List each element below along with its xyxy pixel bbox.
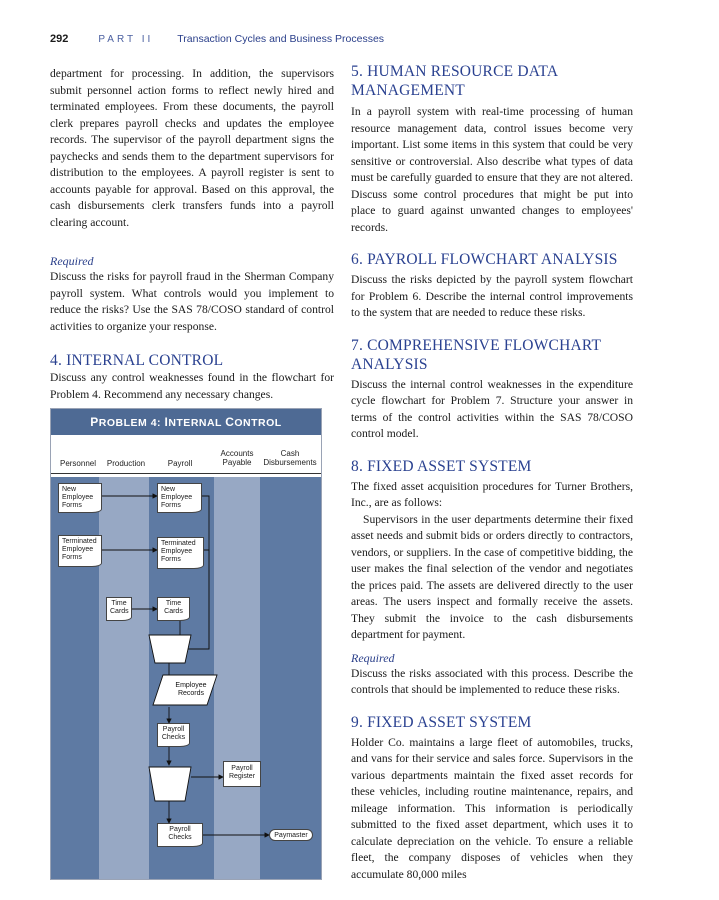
figure-title: PROBLEM 4: INTERNAL CONTROL: [51, 409, 321, 435]
payroll-checks-2: Payroll Checks: [157, 823, 203, 847]
column-cash-disbursements: Cash Disbursements: [263, 449, 317, 467]
section-7-text: Discuss the internal control weaknesses in the expenditure cycle flowchart for Problem 7. Structure your answer in terms of the control activities within the SAS 78/COSO control model.: [351, 377, 633, 440]
new-employee-forms-payroll: New Employee Forms: [157, 483, 202, 513]
section-8-text-1: The fixed asset acquisition procedures for Turner Brothers, Inc., are as follows:: [351, 479, 633, 509]
problem-4-flowchart: [50, 408, 322, 880]
right-column: [351, 62, 633, 883]
column-accounts-payable: Accounts Payable: [220, 449, 254, 467]
section-8-required-text: Discuss the risks associated with this process. Describe the controls that should be implemented to reduce these risks.: [351, 666, 633, 696]
left-column: [50, 66, 334, 403]
section-9-heading: 9. FIXED ASSET SYSTEM: [351, 713, 532, 731]
time-cards-production: Time Cards: [106, 597, 132, 621]
section-5-text: In a payroll system with real-time processing of human resource management data, control issues become very important. List some items in this system that could be very sensitive or controversial. Also describe what types of data must be carefully guarded to ensure that they are not altered. Discuss some control procedures that might be put into place to guard against unwanted changes to employees' records.: [351, 105, 633, 234]
manual-process-1: [149, 635, 191, 663]
paymaster-terminator: Paymaster: [269, 829, 313, 841]
section-7-heading: 7. COMPREHENSIVE FLOWCHART ANALYSIS: [351, 336, 601, 373]
section-4-heading: 4. INTERNAL CONTROL: [50, 352, 224, 369]
section-4-text: Discuss any control weaknesses found in the flowchart for Problem 4. Recommend any necessary changes.: [50, 371, 334, 401]
section-6-heading: 6. PAYROLL FLOWCHART ANALYSIS: [351, 251, 618, 268]
manual-process-2: [149, 767, 191, 801]
page-number: 292: [50, 33, 69, 45]
part-label: PART II: [98, 34, 154, 45]
terminated-employee-forms-personnel: Terminated Employee Forms: [58, 535, 102, 567]
running-head: [50, 33, 670, 53]
section-8-text-2: Supervisors in the user departments determine their fixed asset needs and submit bids or orders directly to contractors, vendors, or suppliers. In the case of competitive bidding, the user makes the final selection of the vendor and negotiates the prices paid. The assets are delivered directly to the user areas. The users inspect and formally receive the assets. They submit the invoice to the cash disbursements department for payment.: [351, 512, 633, 641]
column-production: Production: [106, 459, 146, 468]
section-6-text: Discuss the risks depicted by the payroll system flowchart for Problem 6. Describe the internal control improvements to the system that are needed to reduce these risks.: [351, 273, 633, 319]
column-personnel: Personnel: [59, 459, 97, 468]
section-9-text: Holder Co. maintains a large fleet of automobiles, trucks, and vans for their service and sales force. Supervisors in the various departments maintain the fixed asset records for these vehicles, including routine maintenance, repairs, and mileage information. This information is periodically submitted to the fixed asset department, which uses it to calculate depreciation on the vehicle. To ensure a reliable fleet, the company disposes of vehicles when they accumulate 80,000 miles: [351, 735, 633, 881]
terminated-employee-forms-payroll: Terminated Employee Forms: [157, 537, 204, 569]
chapter-title: Transaction Cycles and Business Processes: [177, 33, 385, 45]
time-cards-payroll: Time Cards: [157, 597, 190, 621]
required-label: Required: [50, 254, 94, 268]
section-8-required-label: Required: [351, 650, 395, 665]
payroll-checks-1: Payroll Checks: [157, 723, 190, 747]
section-5-heading: 5. HUMAN RESOURCE DATA MANAGEMENT: [351, 63, 558, 99]
required-text: Discuss the risks for payroll fraud in the Sherman Company payroll system. What controls would you implement to reduce the risks? Use the SAS 78/COSO standard of control activities to organize your response.: [50, 270, 334, 333]
new-employee-forms-personnel: New Employee Forms: [58, 483, 102, 513]
intro-paragraph: department for processing. In addition, the supervisors submit personnel action forms to reflect newly hired and terminated employees. From these documents, the payroll clerk prepares payroll checks and updates the employee records. The supervisor of the payroll department signs the paychecks and sends them to the department supervisors for distribution to the employees. A payroll register is sent to accounts payable for approval. Based on this approval, the cash disbursements clerk transfers funds into a payroll clearing account.: [50, 67, 334, 229]
flowchart-connectors: [51, 409, 321, 879]
column-payroll: Payroll: [167, 459, 193, 468]
payroll-register: Payroll Register: [223, 761, 261, 787]
section-8-heading: 8. FIXED ASSET SYSTEM: [351, 457, 532, 475]
employee-records-label: Employee Records: [175, 682, 207, 697]
